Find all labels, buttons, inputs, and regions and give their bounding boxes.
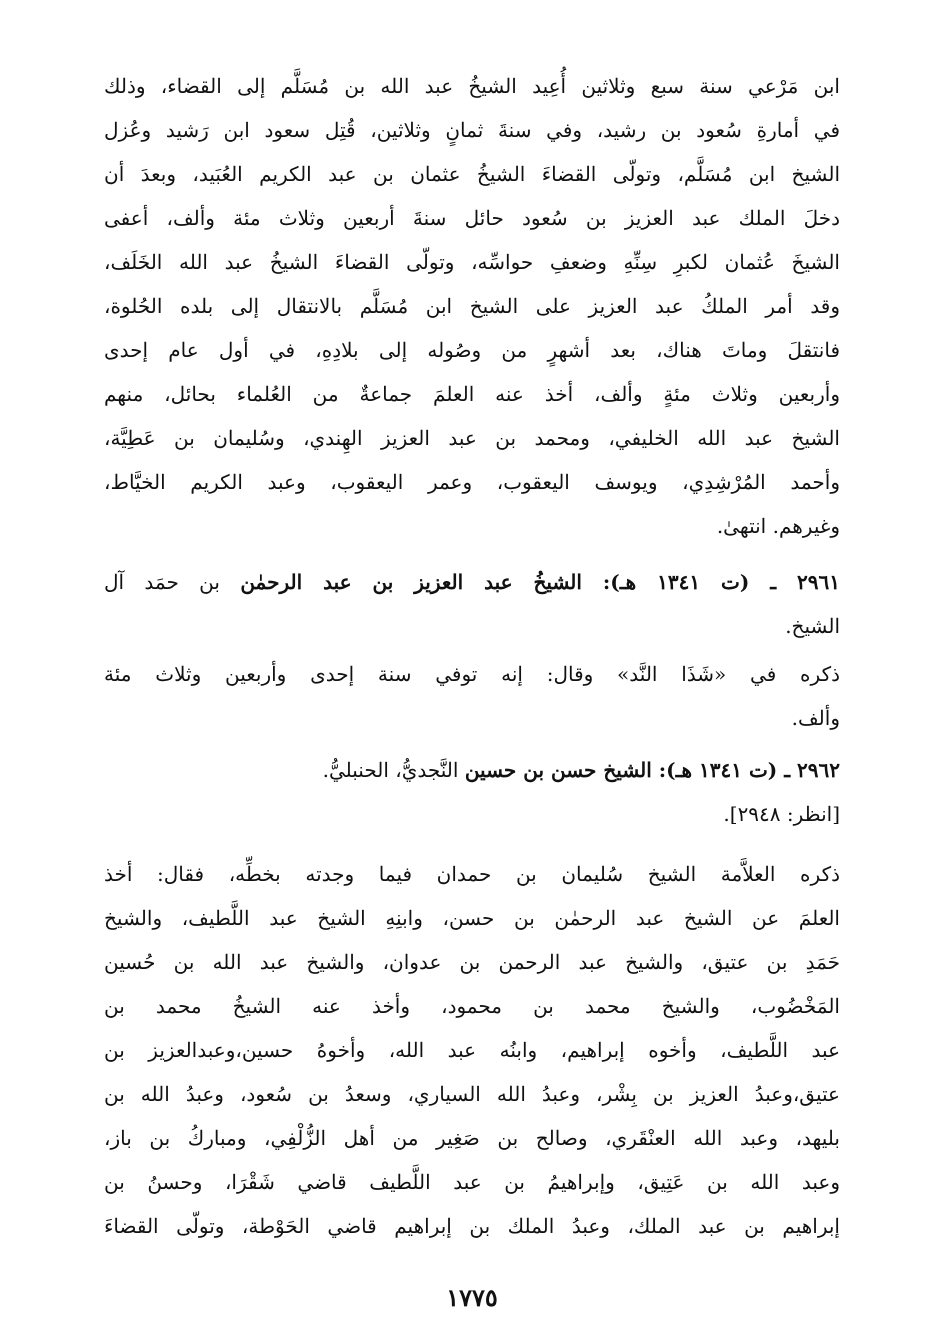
text-line: وأربعين وثلاث مئةٍ وألف، أخذ عنه العلمَ جماعةٌ من العُلماء بحائل، منهم: [104, 382, 840, 406]
text-line: الشيخَ عُثمان لكبرِ سِنِّهِ وضعفِ حواسِّه، وتولّى القضاءَ الشيخُ عبد الله الخَلَف،: [104, 250, 840, 274]
text-line: وغيرهم. انتهىٰ.: [716, 514, 840, 538]
text-line: ابن مَرْعي سنة سبع وثلاثين أُعِيد الشيخُ عبد الله بن مُسَلَّم إلى القضاء، وذلك: [104, 74, 840, 98]
text-line: وعبد الله بن عَتِيق، وإبراهيمُ بن عبد اللَّطيف قاضي شَقْرَا، وحسنُ بن: [104, 1170, 840, 1194]
page-number: ١٧٧٥: [446, 1283, 498, 1312]
entry-heading: ٢٩٦٢ ـ (ت ١٣٤١ هـ): الشيخ حسن بن حسين: [464, 758, 840, 782]
text-line: عبد اللَّطيف، وأخوه إبراهيم، وابنُه عبد الله، وأخوهُ حسين،وعبدالعزيز بن: [104, 1038, 840, 1062]
text-line: ذكره في «شَذَا النَّد» وقال: إنه توفي سنة إحدى وأربعين وثلاث مئة: [104, 662, 840, 686]
entry-heading-tail: النَّجديُّ، الحنبليُّ.: [322, 758, 465, 782]
entry-heading: ٢٩٦١ ـ (ت ١٣٤١ هـ): الشيخُ عبد العزيز بن عبد الرحمٰن: [240, 570, 840, 594]
text-line: إبراهيم بن عبد الملك، وعبدُ الملك بن إبراهيم قاضي الحَوْطة، وتولّى القضاءَ: [104, 1214, 840, 1238]
text-line: الشيخ.: [785, 614, 840, 638]
cross-reference: [انظر: ٢٩٤٨].: [723, 802, 840, 826]
text-line: الشيخ ابن مُسَلَّم، وتولّى القضاءَ الشيخُ عثمان بن عبد الكريم العُبَيد، وبعدَ أن: [104, 162, 840, 186]
text-line: حَمَدِ بن عتيق، والشيخ عبد الرحمن بن عدوان، والشيخ عبد الله بن حُسين: [104, 950, 840, 974]
entry-heading-tail: بن حمَد آل: [104, 570, 241, 594]
text-line: العلمَ عن الشيخ عبد الرحمٰن بن حسن، وابنِهِ الشيخ عبد اللَّطيف، والشيخ: [104, 906, 840, 930]
text-line: عتيق،وعبدُ العزيز بن بِشْر، وعبدُ الله السياري، وسعدُ بن سُعود، وعبدُ الله بن: [104, 1082, 840, 1106]
text-line: بليهد، وعبد الله العنْقَري، وصالح بن صَغِير من أهل الزُّلْفِي، ومباركُ بن باز،: [104, 1126, 840, 1150]
text-line: ذكره العلاَّمة الشيخ سُليمان بن حمدان فيما وجدته بخطِّه، فقال: أخذ: [104, 862, 840, 886]
text-line: في أمارةِ سُعود بن رشيد، وفي سنةَ ثمانٍ وثلاثين، قُتِل سعود ابن رَشيد وعُزل: [104, 118, 840, 142]
biography-paragraph: [104, 64, 840, 548]
text-line: دخلَ الملك عبد العزيز بن سُعود حائل سنةَ أربعين وثلاث مئة وألف، أعفى: [104, 206, 840, 230]
entry-heading-line: [104, 560, 840, 604]
entry-2961-paragraph: [104, 652, 840, 740]
text-line: وقد أمر الملكُ عبد العزيز على الشيخ ابن مُسَلَّم بالانتقال إلى بلده الحُلوة،: [104, 294, 840, 318]
text-line: وألف.: [791, 706, 840, 730]
text-line: المَخْضُوب، والشيخ محمد بن محمود، وأخذ عنه الشيخُ محمد بن: [104, 994, 840, 1018]
entry-heading-line: [104, 748, 840, 792]
text-line: الشيخ عبد الله الخليفي، ومحمد بن عبد العزيز الهِندي، وسُليمان بن عَطِيَّة،: [104, 426, 840, 450]
entry-2962-paragraph: [104, 852, 840, 1248]
entry-2962: [104, 748, 840, 836]
text-line: وأحمد المُرْشِدِي، ويوسف اليعقوب، وعمر اليعقوب، وعبد الكريم الخيَّاط،: [104, 470, 840, 494]
text-line: فانتقلَ وماتَ هناك، بعد أشهرٍ من وصُوله إلى بلادِهِ، في أول عام إحدى: [104, 338, 840, 362]
entry-2961: [104, 560, 840, 648]
